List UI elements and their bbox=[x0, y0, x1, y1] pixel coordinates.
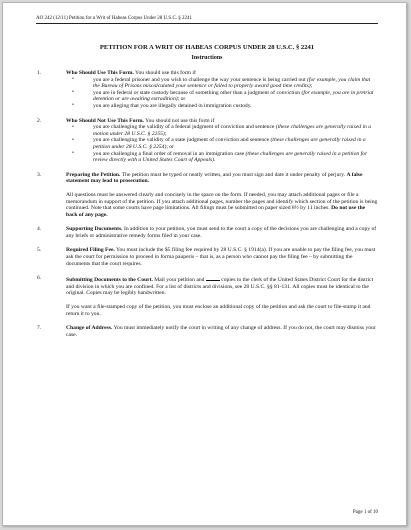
instruction-4 bbox=[36, 226, 378, 239]
bullet-item: • you are challenging the validity of a state judgment of conviction and sentence (these challenges are generally raised in a petition under 28 U.S.C. § 2254); or bbox=[72, 136, 366, 150]
warning-text: Do not use the back of any page. bbox=[66, 205, 366, 218]
instruction-6 bbox=[36, 275, 378, 317]
bullet-icon: • bbox=[72, 89, 74, 96]
document-title: PETITION FOR A WRIT OF HABEAS CORPUS UNDER 28 U.S.C. § 2241 bbox=[99, 44, 315, 51]
item-heading: Who Should Use This Form. bbox=[66, 70, 134, 76]
bullet-item: • you are challenging a final order of removal in an immigration case (these challenges are generally raised in a petition for review directly with a United States Court of Appeals). bbox=[72, 150, 368, 164]
instruction-1 bbox=[36, 70, 378, 110]
document-page bbox=[2, 2, 407, 526]
item-text: You should not use this form if bbox=[143, 117, 215, 124]
warning-text: A false statement may lead to prosecution. bbox=[66, 171, 363, 185]
item-text: You must immediately notify the court in writing of any change of address. If you do not, the court may dismiss your case. bbox=[66, 325, 376, 338]
bullet-icon: • bbox=[72, 136, 74, 143]
instruction-3 bbox=[36, 172, 378, 219]
item-text: You should use this form if bbox=[133, 70, 196, 76]
item-paragraph bbox=[66, 70, 378, 77]
instruction-2 bbox=[36, 118, 378, 164]
item-paragraph bbox=[66, 275, 378, 297]
bullet-icon: • bbox=[72, 102, 74, 109]
bullet-item: • you are in federal or state custody because of something other than a judgment of conviction (for example, you are in pretrial detention or are awaiting extradition); or bbox=[72, 89, 374, 103]
item-paragraph bbox=[66, 226, 378, 239]
page-number: Page 1 of 10 bbox=[352, 510, 378, 515]
item-text: You must include the $5 filing fee required by 28 U.S.C. § 1914(a). If you are unable to pay the filing fee, you must ask the court for permission to proceed in forma pauperis – that is, as a person who cannot pay the filing fee – by submitting the documents that the court requires. bbox=[66, 247, 376, 267]
bullet-item: • you are a federal prisoner and you wish to challenge the way your sentence is being carried out (for example, you claim that the Bureau of Prisons miscalculated your sentence or failed to properly award good time credits); bbox=[72, 76, 371, 90]
item-text: In addition to your petition, you must send to the court a copy of the decisions you are challenging and a copy of any briefs or administrative remedy forms filed in your case. bbox=[66, 226, 377, 239]
item-number: 1. bbox=[37, 70, 42, 76]
item-number: 6. bbox=[37, 275, 42, 282]
item-heading: Required Filing Fee. bbox=[66, 247, 115, 254]
item-heading: Preparing the Petition. bbox=[66, 171, 121, 178]
item-number: 7. bbox=[37, 325, 42, 332]
item-paragraph bbox=[66, 172, 378, 185]
item-paragraph: All questions must be answered clearly and concisely in the space on the form. If needed, you may attach additional pages or file a memorandum in support of the petition. If you attach additional pages, number the pages and identify which section of the petition is being continued. Note that some courts have page limitations. All filings must be submitted on paper sized 8½ by 11 inches. Do not use the back of any page. bbox=[66, 191, 378, 218]
item-heading: Submitting Documents to the Court. bbox=[66, 277, 153, 284]
item-paragraph bbox=[66, 325, 378, 338]
item-heading: Change of Address. bbox=[66, 325, 113, 332]
bullet-icon: • bbox=[72, 76, 74, 83]
item-number: 2. bbox=[37, 117, 42, 124]
item-text: Mail your petition and bbox=[152, 277, 206, 284]
bullet-icon: • bbox=[72, 150, 74, 157]
document-body bbox=[36, 44, 378, 346]
item-number: 4. bbox=[37, 226, 42, 233]
bullet-item: • you are alleging that you are illegally detained in immigration custody. bbox=[72, 102, 252, 109]
bullet-icon: • bbox=[72, 123, 74, 130]
item-number: 3. bbox=[37, 171, 42, 178]
document-subtitle: Instructions bbox=[191, 55, 223, 61]
header-rule bbox=[36, 23, 378, 24]
item-text: copies to the clerk of the United States District Court for the district and division in which you are confined. For a list of districts and divisions, see 28 U.S.C. §§ 81-131. All copies must be identical to the original. Copies may be legibly handwritten. bbox=[66, 277, 374, 297]
instruction-7 bbox=[36, 325, 378, 338]
bullet-item: • you are challenging the validity of a federal judgment of conviction and sentence (these challenges are generally raised in a motion under 28 U.S.C. § 2255); bbox=[72, 123, 372, 137]
copies-blank bbox=[206, 275, 220, 281]
item-heading: Who Should Not Use This Form. bbox=[66, 117, 144, 124]
item-paragraph bbox=[66, 247, 378, 267]
item-heading: Supporting Documents. bbox=[66, 226, 123, 233]
item-text: The petition must be typed or neatly written, and you must sign and date it under penalty of perjury. bbox=[120, 171, 347, 178]
form-header: AO 242 (12/11) Petition for a Writ of Habeas Corpus Under 28 U.S.C. § 2241 bbox=[36, 16, 193, 21]
item-paragraph: If you want a file-stamped copy of the petition, you must enclose an additional copy of the petition and ask the court to file-stamp it and return it to you. bbox=[66, 304, 371, 317]
instruction-5 bbox=[36, 247, 378, 267]
item-number: 5. bbox=[37, 247, 42, 254]
